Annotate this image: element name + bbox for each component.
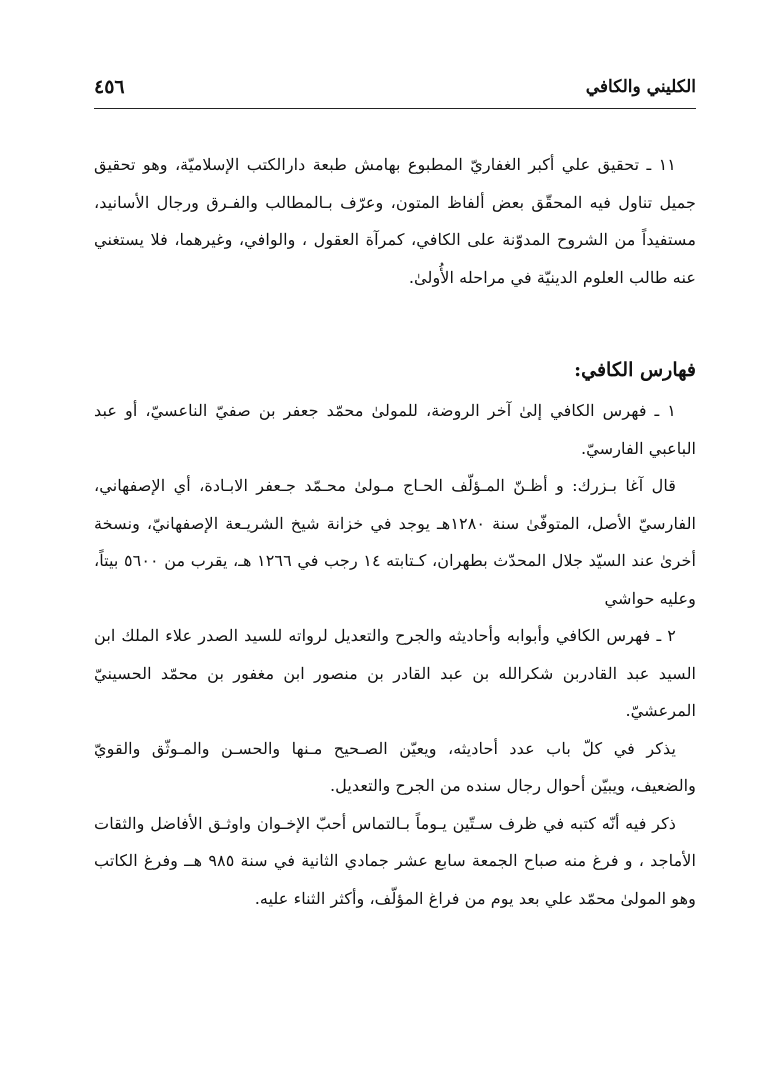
section-heading-fahāris: فهارس الكافي: (574, 359, 696, 381)
paragraph-entry-2-note-2: ذكر فيه أنّه كتبه في ظرف سـتّين يـوماً بـالتماس أحبّ الإخـوان واوثـق الأفاضل والثقات الأماجد ، و فرغ منه صباح الجمعة سابع عشر جمادي الثانية في سنة ٩٨٥ هــ وفرغ الكاتب وهو المولىٰ محمّد علي بعد يوم من فراغ المؤلّف، وأكثر الثناء عليه. (94, 813, 696, 908)
paragraph-entry-2: ٢ ـ فهرس الكافي وأبوابه وأحاديثه والجرح والتعديل لرواته للسيد الصدر علاء الملك ابن السيد عبد القادربن شكرالله بن عبد القادر بن منصور ابن مغفور بن محمّد الحسينيّ المرعشيّ. (94, 626, 696, 720)
paragraph-item-11: ١١ ـ تحقيق علي أكبر الغفاريّ المطبوع بهامش طبعة دارالكتب الإسلاميّة، وهو تحقيق جميل تناول فيه المحقّق بعض ألفاظ المتون، وعرّف بـالمطالب والفـرق ورجال الأسانيد، مستفيداً من الشروح المدوّنة على الكافي، كمرآة العقول ، والوافي، وغيرهما، فلا يستغني عنه طالب العلوم الدينيّة في مراحله الأُولىٰ. (94, 155, 696, 287)
section-gap (94, 296, 696, 348)
paragraph-entry-2-note-1: يذكر في كلّ باب عدد أحاديثه، ويعيّن الصـحيح مـنها والحسـن والمـوثّق والقويّ والضعيف، ويبيّن أحوال رجال سنده من الجرح والتعديل. (94, 738, 696, 795)
paragraph-entry-1: ١ ـ فهرس الكافي إلىٰ آخر الروضة، للمولىٰ محمّد جعفر بن صفيّ الناعسيّ، أو عبد الباعبي الفارسيّ. (94, 401, 696, 458)
page-header (94, 70, 696, 104)
paragraph-entry-1-note: قال آغا بـزرك: و أظـنّ المـؤلّف الحـاج مـولىٰ محـمّد جـعفر الابـادة، أي الإصفهاني، الفارسيّ الأصل، المتوفّىٰ سنة ١٢٨٠هـ يوجد في خزانة شيخ الشريـعة الإصفهانيّ، ونسخة أخرىٰ عند السيّد جلال المحدّث بطهران، كـتابته ١٤ رجب في ١٢٦٦ هـ، يقرب من ٥٦٠٠ بيتاً، وعليه حواشي (94, 476, 697, 608)
running-title: الكليني والكافي (585, 77, 696, 97)
header-rule (94, 108, 696, 109)
page-body (94, 146, 696, 917)
page-number: ٤٥٦ (94, 76, 125, 98)
